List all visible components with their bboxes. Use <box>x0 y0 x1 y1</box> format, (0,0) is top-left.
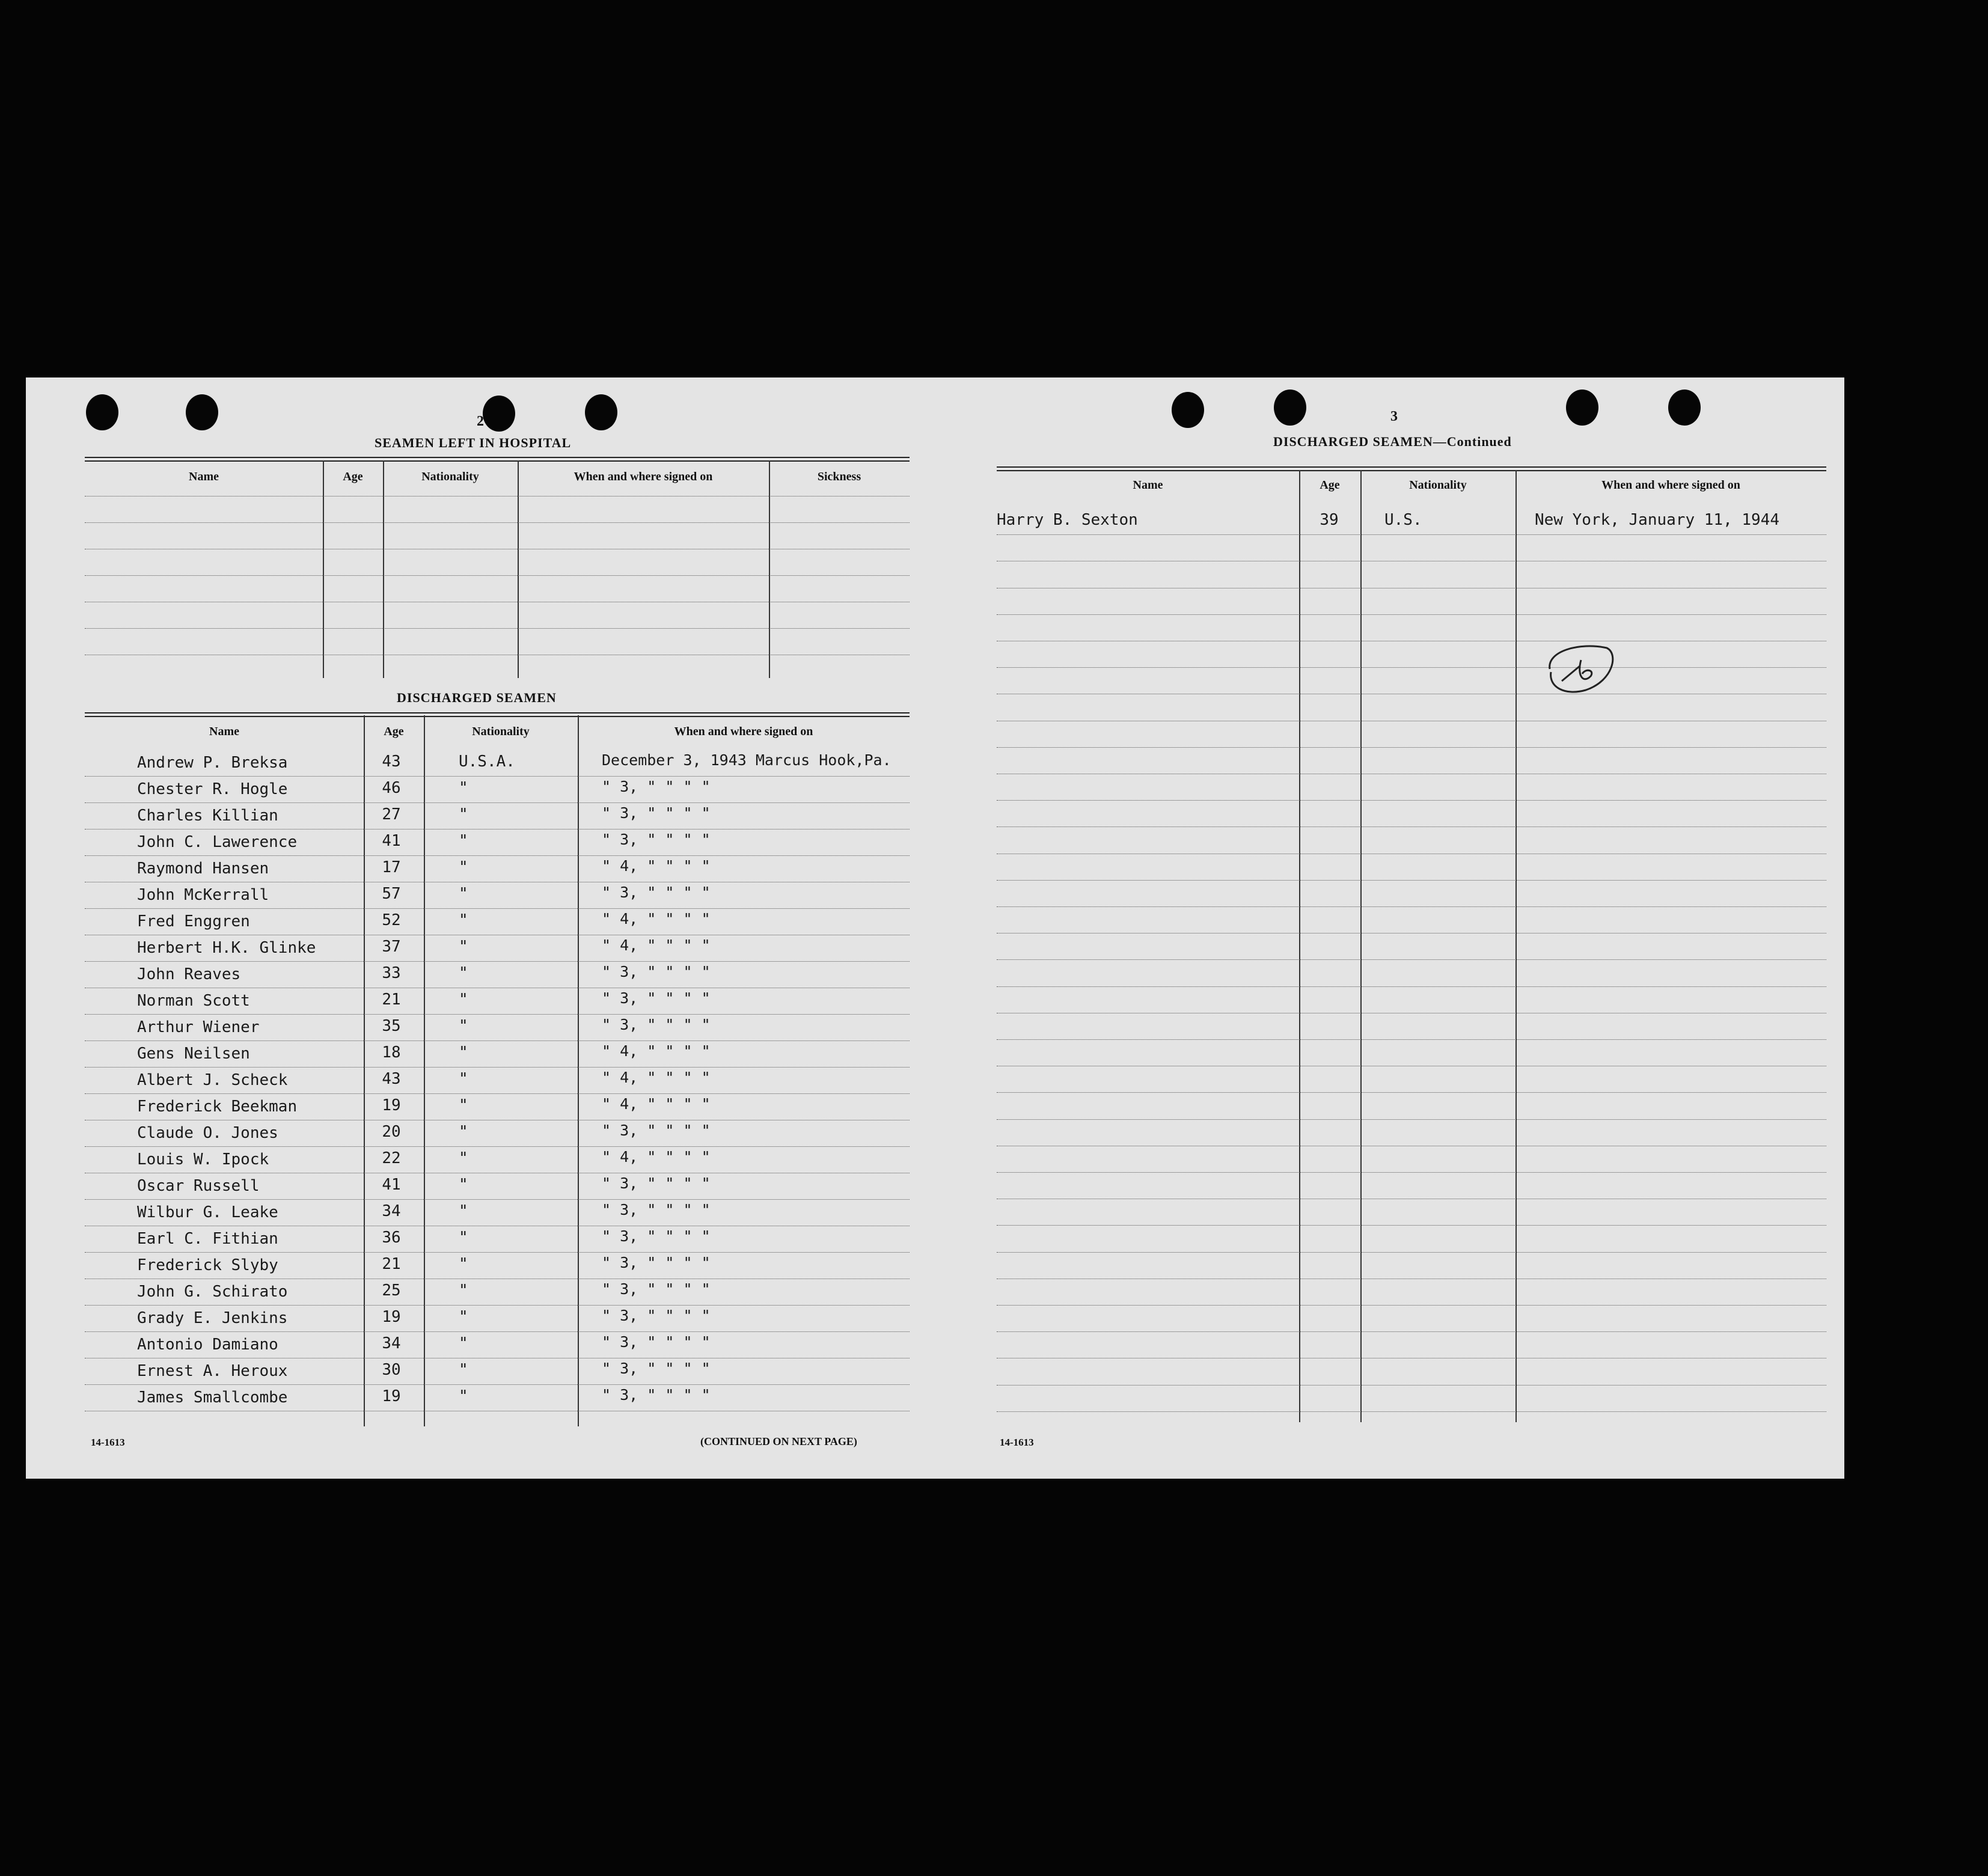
seaman-age: 39 <box>1320 511 1339 529</box>
seaman-nationality: " <box>459 779 468 797</box>
table-row <box>964 1332 1844 1358</box>
seaman-nationality: " <box>459 1387 468 1405</box>
seaman-nationality: " <box>459 1043 468 1062</box>
column-divider <box>769 460 770 678</box>
seaman-age: 33 <box>382 964 401 982</box>
seaman-name: Louis W. Ipock <box>137 1150 269 1169</box>
table-row <box>26 1226 928 1253</box>
form-number: 14-1613 <box>91 1437 125 1448</box>
right-page <box>964 377 1844 1479</box>
table-row <box>26 1015 928 1041</box>
ledger-sheet <box>26 377 1844 1479</box>
table-row <box>26 909 928 935</box>
seaman-name: Chester R. Hogle <box>137 780 288 798</box>
table-row <box>964 1146 1844 1173</box>
seaman-name: Earl C. Fithian <box>137 1230 278 1248</box>
seaman-age: 41 <box>382 832 401 850</box>
seaman-nationality: " <box>459 1255 468 1273</box>
seaman-name: John Reaves <box>137 965 241 983</box>
column-header: When and where signed on <box>573 470 713 483</box>
seaman-age: 52 <box>382 911 401 929</box>
table-row <box>26 1147 928 1173</box>
seaman-name: John McKerrall <box>137 886 269 904</box>
column-header: Age <box>384 725 404 738</box>
column-divider <box>518 460 519 678</box>
seaman-age: 43 <box>382 1070 401 1088</box>
seaman-nationality: " <box>459 832 468 850</box>
seaman-age: 34 <box>382 1202 401 1220</box>
signed-on: " 4, " " " " <box>602 857 711 875</box>
seaman-name: John G. Schirato <box>137 1283 288 1301</box>
seaman-name: Herbert H.K. Glinke <box>137 939 316 957</box>
column-header: Age <box>1320 478 1340 492</box>
seaman-age: 46 <box>382 779 401 797</box>
seaman-name: Andrew P. Breksa <box>137 754 288 772</box>
table-row <box>964 1013 1844 1040</box>
discharged-title: DISCHARGED SEAMEN <box>397 690 557 705</box>
seaman-nationality: " <box>459 1096 468 1114</box>
table-row <box>26 1094 928 1120</box>
table-row <box>26 777 928 803</box>
table-row <box>964 509 1844 535</box>
seaman-nationality: U.S. <box>1384 511 1422 529</box>
seaman-nationality: " <box>459 1361 468 1379</box>
seaman-name: Wilbur G. Leake <box>137 1203 278 1221</box>
seaman-nationality: " <box>459 1123 468 1141</box>
table-row <box>26 830 928 856</box>
column-header: Name <box>1133 478 1163 492</box>
table-row <box>26 988 928 1015</box>
table-row <box>26 1173 928 1200</box>
seaman-age: 35 <box>382 1017 401 1035</box>
seaman-age: 19 <box>382 1387 401 1405</box>
handwritten-mark-icon <box>1544 639 1622 699</box>
page-number: 3 <box>1390 409 1398 424</box>
seaman-age: 18 <box>382 1043 401 1062</box>
seaman-nationality: " <box>459 805 468 823</box>
seaman-nationality: " <box>459 1149 468 1167</box>
signed-on: " 3, " " " " <box>602 1254 711 1271</box>
signed-on: " 3, " " " " <box>602 1227 711 1245</box>
table-row <box>964 561 1844 588</box>
table-row <box>964 694 1844 721</box>
seaman-name: Charles Killian <box>137 807 278 825</box>
seaman-age: 30 <box>382 1361 401 1379</box>
seaman-nationality: " <box>459 938 468 956</box>
continued-title: DISCHARGED SEAMEN—Continued <box>1273 434 1512 449</box>
signed-on: " 4, " " " " <box>602 936 711 954</box>
seaman-name: Fred Enggren <box>137 912 250 930</box>
seaman-nationality: U.S.A. <box>459 753 515 771</box>
signed-on: " 3, " " " " <box>602 1201 711 1218</box>
signed-on: " 3, " " " " <box>602 1280 711 1298</box>
signed-on: " 3, " " " " <box>602 963 711 980</box>
table-row <box>85 575 910 576</box>
table-row <box>85 628 910 629</box>
table-row <box>964 774 1844 801</box>
seaman-name: James Smallcombe <box>137 1389 288 1407</box>
seaman-age: 37 <box>382 938 401 956</box>
seaman-name: Oscar Russell <box>137 1177 260 1195</box>
signed-on: " 3, " " " " <box>602 1175 711 1192</box>
table-row <box>26 750 928 777</box>
seaman-nationality: " <box>459 1070 468 1088</box>
seaman-nationality: " <box>459 991 468 1009</box>
table-row <box>964 1199 1844 1226</box>
hospital-title: SEAMEN LEFT IN HOSPITAL <box>375 435 572 450</box>
signed-on: " 3, " " " " <box>602 804 711 822</box>
seaman-name: John C. Lawerence <box>137 833 298 851</box>
table-row <box>964 1306 1844 1332</box>
seaman-nationality: " <box>459 1017 468 1035</box>
table-row <box>26 1306 928 1332</box>
table-row <box>26 1253 928 1279</box>
seaman-age: 41 <box>382 1176 401 1194</box>
form-number: 14-1613 <box>1000 1437 1034 1448</box>
column-header: Name <box>189 470 219 483</box>
column-header: Age <box>343 470 363 483</box>
seaman-age: 19 <box>382 1308 401 1326</box>
table-row <box>26 935 928 962</box>
table-row <box>26 856 928 882</box>
table-row <box>964 615 1844 641</box>
seaman-age: 36 <box>382 1229 401 1247</box>
table-row <box>964 801 1844 827</box>
column-header: Name <box>209 725 239 738</box>
column-header: Sickness <box>817 470 861 483</box>
seaman-name: Frederick Beekman <box>137 1098 298 1116</box>
signed-on: " 4, " " " " <box>602 910 711 927</box>
column-divider <box>323 460 324 678</box>
signed-on: December 3, 1943 Marcus Hook,Pa. <box>602 751 892 769</box>
table-row <box>964 535 1844 561</box>
table-row <box>964 1093 1844 1119</box>
seaman-name: Arthur Wiener <box>137 1018 260 1036</box>
signed-on: " 4, " " " " <box>602 1148 711 1166</box>
table-row <box>964 1173 1844 1199</box>
seaman-name: Frederick Slyby <box>137 1256 278 1274</box>
table-row <box>26 1279 928 1306</box>
signed-on: " 3, " " " " <box>602 778 711 795</box>
column-header: Nationality <box>421 470 479 483</box>
table-row <box>26 1041 928 1068</box>
table-row <box>964 641 1844 668</box>
table-row <box>964 721 1844 748</box>
continued-note: (CONTINUED ON NEXT PAGE) <box>700 1435 857 1447</box>
seaman-nationality: " <box>459 1176 468 1194</box>
table-row <box>964 933 1844 960</box>
table-row <box>964 1279 1844 1306</box>
table-row <box>964 827 1844 854</box>
signed-on: " 3, " " " " <box>602 1360 711 1377</box>
signed-on: New York, January 11, 1944 <box>1535 511 1779 529</box>
table-row <box>964 588 1844 615</box>
seaman-age: 21 <box>382 1255 401 1273</box>
rule <box>85 457 910 462</box>
seaman-name: Ernest A. Heroux <box>137 1362 288 1380</box>
table-row <box>26 1332 928 1358</box>
seaman-name: Gens Neilsen <box>137 1045 250 1063</box>
table-row <box>964 1040 1844 1066</box>
table-row <box>964 1386 1844 1412</box>
seaman-age: 19 <box>382 1096 401 1114</box>
seaman-age: 57 <box>382 885 401 903</box>
seaman-age: 34 <box>382 1334 401 1352</box>
seaman-nationality: " <box>459 1229 468 1247</box>
table-row <box>964 881 1844 907</box>
left-page <box>26 377 928 1479</box>
seaman-age: 17 <box>382 858 401 876</box>
table-row <box>26 1120 928 1147</box>
table-row <box>964 960 1844 986</box>
signed-on: " 3, " " " " <box>602 1307 711 1324</box>
table-row <box>964 1226 1844 1252</box>
seaman-nationality: " <box>459 1202 468 1220</box>
table-row <box>964 907 1844 933</box>
seaman-name: Raymond Hansen <box>137 860 269 878</box>
signed-on: " 3, " " " " <box>602 831 711 848</box>
signed-on: " 3, " " " " <box>602 1016 711 1033</box>
table-row <box>964 1253 1844 1279</box>
signed-on: " 3, " " " " <box>602 884 711 901</box>
table-row <box>26 1068 928 1094</box>
seaman-nationality: " <box>459 1308 468 1326</box>
seaman-age: 25 <box>382 1282 401 1300</box>
seaman-nationality: " <box>459 1282 468 1300</box>
table-row <box>964 748 1844 774</box>
row-rule <box>997 1411 1826 1412</box>
column-header: Nationality <box>472 725 530 738</box>
table-row <box>26 1200 928 1226</box>
table-row <box>26 962 928 988</box>
table-row <box>26 1358 928 1385</box>
table-row <box>964 854 1844 881</box>
seaman-age: 20 <box>382 1123 401 1141</box>
signed-on: " 3, " " " " <box>602 1386 711 1404</box>
table-row <box>964 668 1844 694</box>
seaman-nationality: " <box>459 911 468 929</box>
seaman-age: 22 <box>382 1149 401 1167</box>
table-row <box>26 803 928 830</box>
column-header: When and where signed on <box>1601 478 1740 492</box>
seaman-nationality: " <box>459 1334 468 1352</box>
seaman-name: Norman Scott <box>137 992 250 1010</box>
seaman-age: 21 <box>382 991 401 1009</box>
table-row <box>964 987 1844 1013</box>
seaman-name: Claude O. Jones <box>137 1124 278 1142</box>
signed-on: " 3, " " " " <box>602 1122 711 1139</box>
table-row <box>964 1066 1844 1093</box>
column-header: Nationality <box>1409 478 1467 492</box>
column-divider <box>383 460 384 678</box>
table-row <box>26 1385 928 1411</box>
page-number: 2 <box>477 414 484 429</box>
seaman-name: Antonio Damiano <box>137 1336 278 1354</box>
signed-on: " 3, " " " " <box>602 1333 711 1351</box>
seaman-nationality: " <box>459 885 468 903</box>
seaman-name: Albert J. Scheck <box>137 1071 288 1089</box>
seaman-age: 27 <box>382 805 401 823</box>
seaman-nationality: " <box>459 858 468 876</box>
table-row <box>26 882 928 909</box>
seaman-name: Grady E. Jenkins <box>137 1309 288 1327</box>
table-row <box>964 1120 1844 1146</box>
signed-on: " 3, " " " " <box>602 989 711 1007</box>
signed-on: " 4, " " " " <box>602 1042 711 1060</box>
seaman-nationality: " <box>459 964 468 982</box>
seaman-name: Harry B. Sexton <box>997 511 1138 529</box>
column-header: When and where signed on <box>674 725 813 738</box>
table-row <box>964 1358 1844 1385</box>
rule <box>997 466 1826 471</box>
seaman-age: 43 <box>382 753 401 771</box>
rule <box>85 712 910 717</box>
table-row <box>85 522 910 523</box>
signed-on: " 4, " " " " <box>602 1095 711 1113</box>
signed-on: " 4, " " " " <box>602 1069 711 1086</box>
